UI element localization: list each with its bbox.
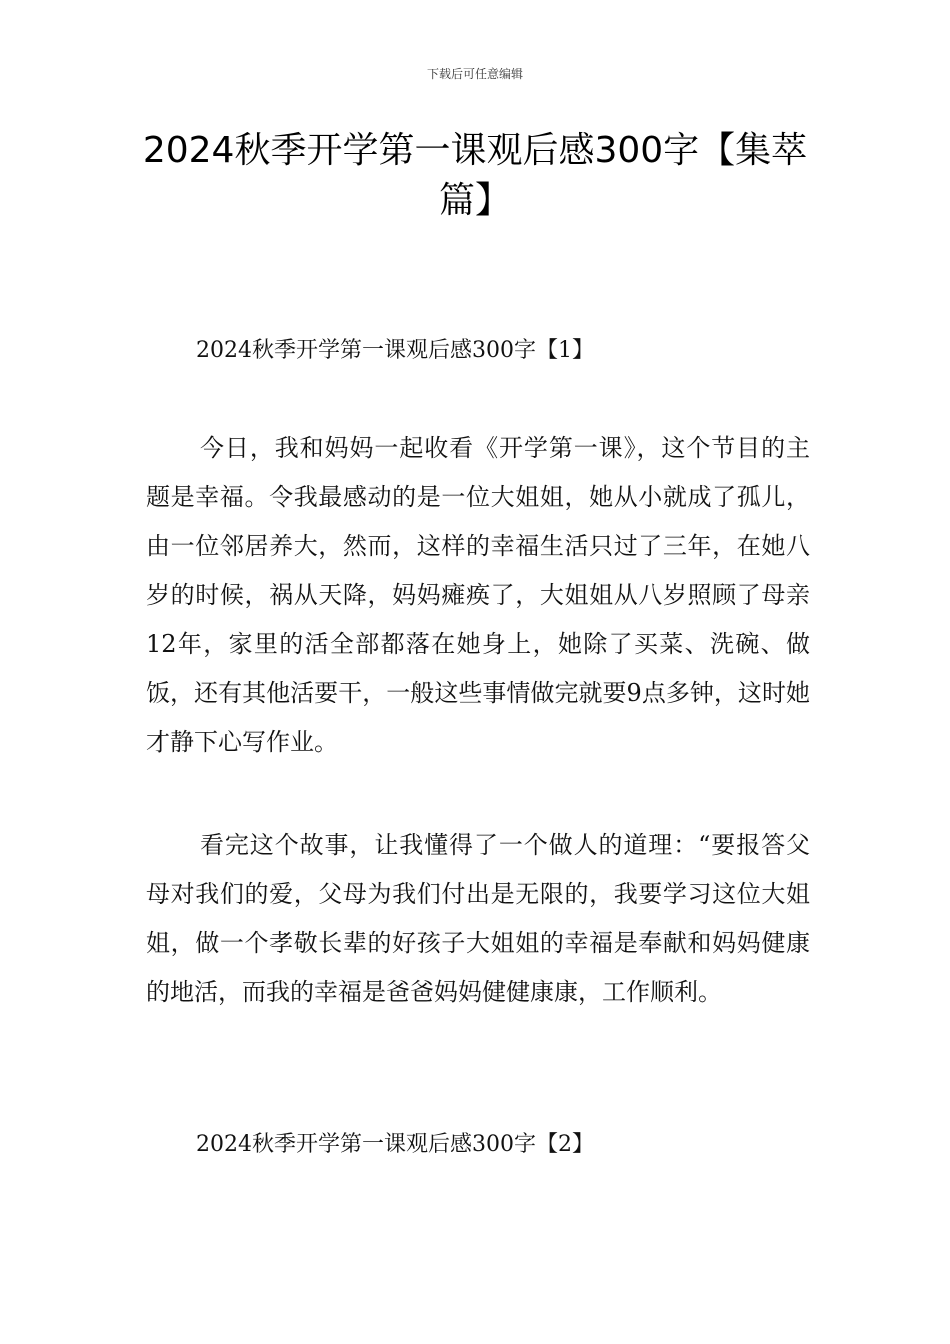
paragraph-1: 今日，我和妈妈一起收看《开学第一课》，这个节目的主题是幸福。令我最感动的是一位大姐姐，她从小就成了孤儿，由一位邻居养大，然而，这样的幸福生活只过了三年，在她八岁的时候，祸从天降，妈妈瘫痪了，大姐姐从八岁照顾了母亲12年，家里的活全部都落在她身上，她除了买菜、洗碗、做饭，还有其他活要干，一般这些事情做完就要9点多钟，这时她才静下心写作业。 (146, 434, 810, 756)
section-heading-1: 2024秋季开学第一课观后感300字【1】 (196, 338, 594, 363)
paragraph-2: 看完这个故事，让我懂得了一个做人的道理：“要报答父母对我们的爱，父母为我们付出是无限的，我要学习这位大姐姐，做一个孝敬长辈的好孩子大姐姐的幸福是奉献和妈妈健康的地活，而我的幸福是爸爸妈妈健健康康，工作顺利。 (146, 831, 810, 1006)
section-heading-2: 2024秋季开学第一课观后感300字【2】 (196, 1132, 594, 1157)
document-title: 2024秋季开学第一课观后感300字【集萃篇】 (142, 130, 808, 221)
header-note: 下载后可任意编辑 (426, 67, 523, 81)
